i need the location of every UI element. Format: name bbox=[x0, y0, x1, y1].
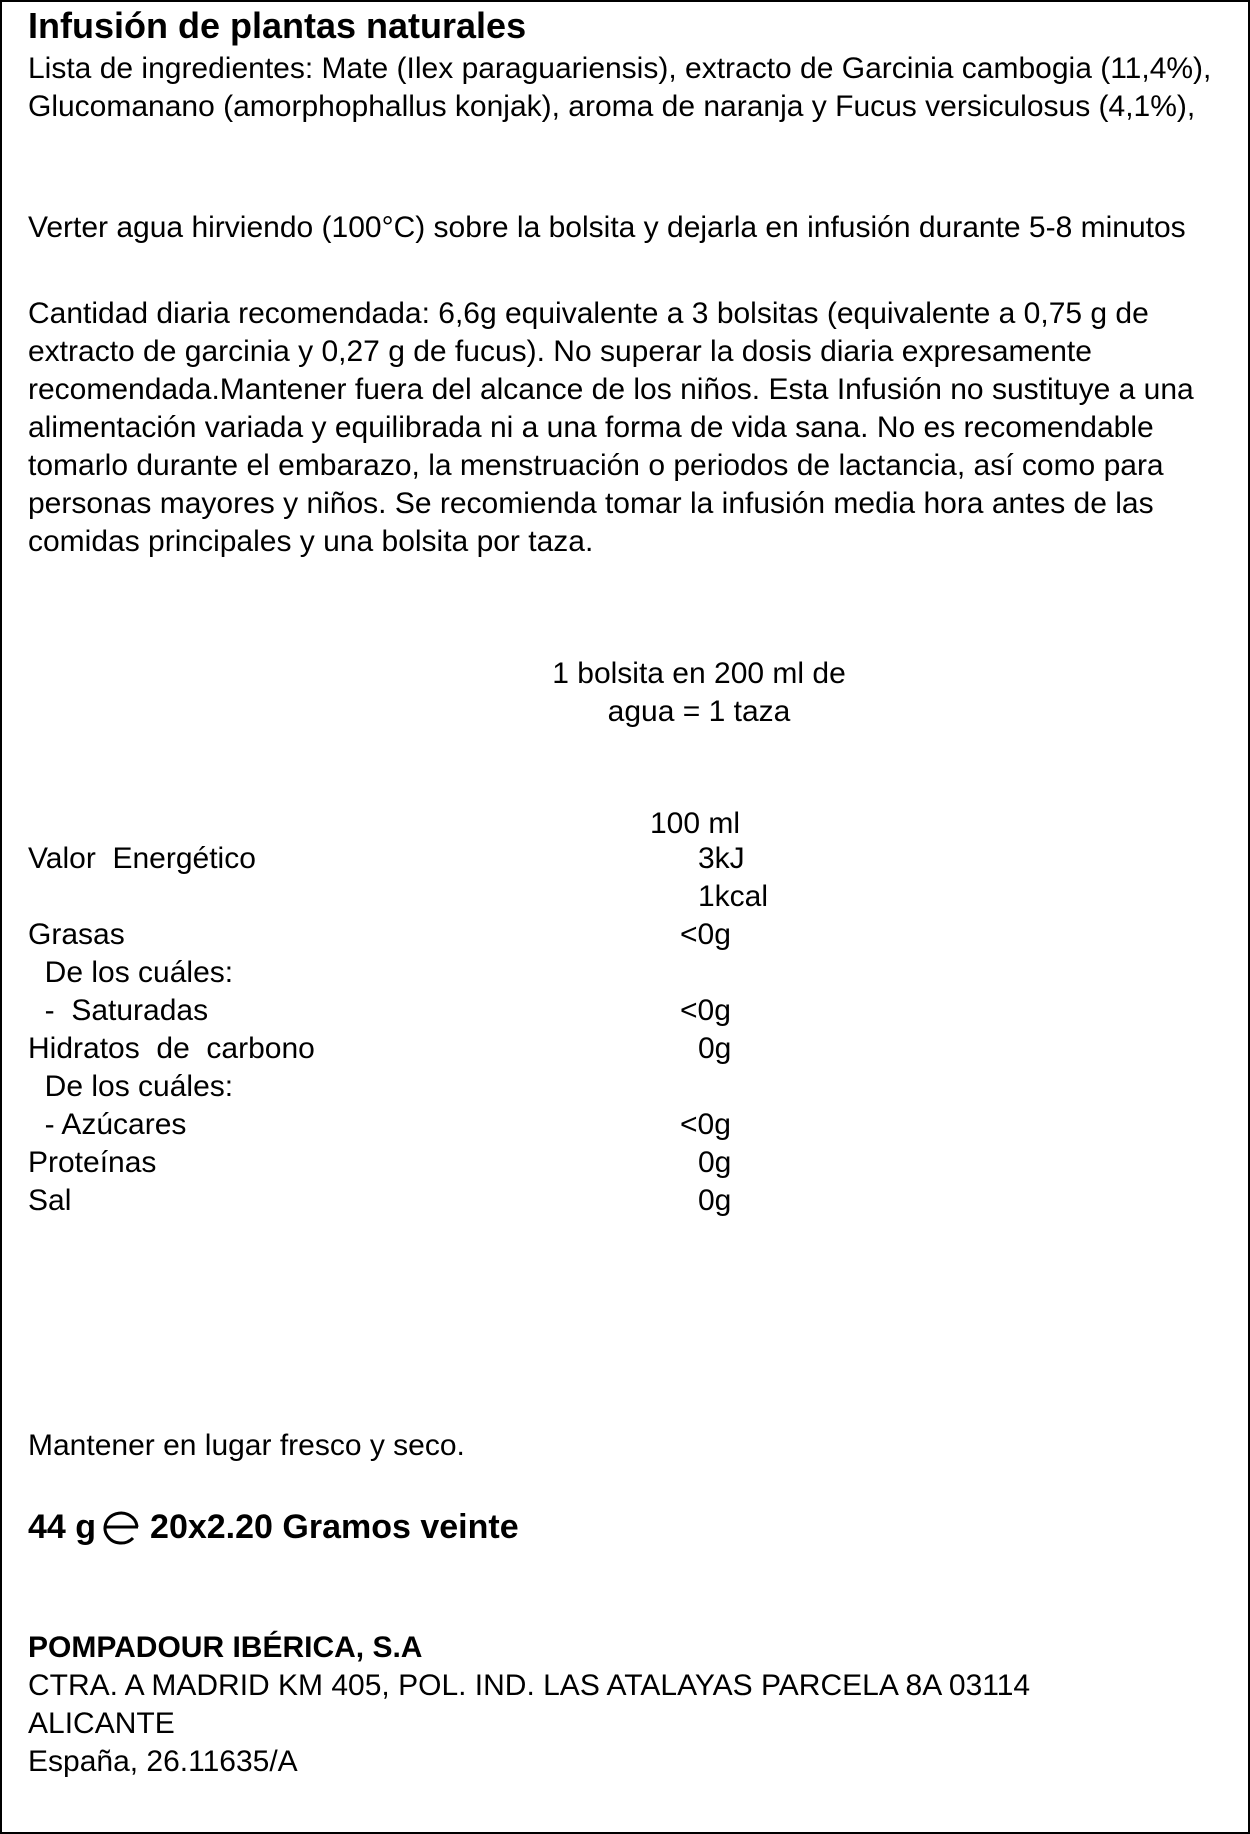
net-weight bbox=[28, 1506, 519, 1548]
nutrition-row-name: - Saturadas bbox=[28, 994, 209, 1027]
estimated-sign-icon bbox=[102, 1509, 142, 1545]
nutrition-row-protein bbox=[2, 1144, 1250, 1182]
nutrition-row-value: 3kJ bbox=[698, 842, 745, 875]
nutrition-row-name: Grasas bbox=[28, 918, 125, 951]
nutrition-row-value: 0g bbox=[698, 1032, 732, 1065]
serving-size-line1: 1 bolsita en 200 ml de bbox=[552, 657, 846, 690]
nutrition-row-name: Hidratos de carbono bbox=[28, 1032, 315, 1065]
company-address-line2: ALICANTE bbox=[28, 1707, 175, 1740]
nutrition-row-energy bbox=[2, 840, 1250, 878]
nutrition-row-value: <0g bbox=[680, 994, 731, 1027]
company-country-registration: España, 26.11635/A bbox=[28, 1745, 298, 1778]
nutrition-row-value: 0g bbox=[698, 1184, 732, 1217]
company-address-line1: CTRA. A MADRID KM 405, POL. IND. LAS ATALAYAS PARCELA 8A 03114 bbox=[28, 1669, 1031, 1702]
nutrition-row-subheading bbox=[2, 1068, 1250, 1106]
nutrition-row-sugars bbox=[2, 1106, 1250, 1144]
dosage-text: Cantidad diaria recomendada: 6,6g equivalente a 3 bolsitas (equivalente a 0,75 g de extracto de garcinia y 0,27 g de fucus). No superar la dosis diaria expresamente recomendada.Mantener fuera del alcance de los niños. Esta Infusión no sustituye a una alimentación variada y equilibrada ni a una forma de vida sana. No es recomendable tomarlo durante el embarazo, la menstruación o periodos de lactancia, así como para personas mayores y niños. Se recomienda tomar la infusión media hora antes de las comidas principales y una bolsita por taza. bbox=[28, 297, 1194, 558]
nutrition-row-name: De los cuáles: bbox=[28, 956, 234, 989]
product-title: Infusión de plantas naturales bbox=[28, 5, 527, 46]
nutrition-row-name: Proteínas bbox=[28, 1146, 157, 1179]
nutrition-row-saturated bbox=[2, 992, 1250, 1030]
nutrition-row-name: Sal bbox=[28, 1184, 72, 1217]
nutrition-row-value: <0g bbox=[680, 1108, 731, 1141]
nutrition-row-fat bbox=[2, 916, 1250, 954]
nutrition-row-name: Valor Energético bbox=[28, 842, 256, 875]
net-weight-value: 44 g bbox=[28, 1508, 97, 1546]
nutrition-row-value: 0g bbox=[698, 1146, 732, 1179]
nutrition-row-value: <0g bbox=[680, 918, 731, 951]
nutrition-row-salt bbox=[2, 1182, 1250, 1220]
nutrition-row-name: De los cuáles: bbox=[28, 1070, 234, 1103]
ingredients-text: Lista de ingredientes: Mate (Ilex paraguariensis), extracto de Garcinia cambogia (11,4%), Glucomanano (amorphophallus konjak), aroma de naranja y Fucus versiculosus (4,1%), bbox=[28, 52, 1212, 123]
nutrition-column-header: 100 ml bbox=[650, 807, 741, 840]
storage-instructions: Mantener en lugar fresco y seco. bbox=[28, 1429, 465, 1462]
nutrition-row-value: 1kcal bbox=[698, 880, 769, 913]
nutrition-row-subheading bbox=[2, 954, 1250, 992]
nutrition-row-energy-kcal bbox=[2, 878, 1250, 916]
nutrition-row-carbohydrates bbox=[2, 1030, 1250, 1068]
preparation-text: Verter agua hirviendo (100°C) sobre la bolsita y dejarla en infusión durante 5-8 minutos bbox=[28, 211, 1186, 244]
nutrition-row-name: - Azúcares bbox=[28, 1108, 187, 1141]
company-name: POMPADOUR IBÉRICA, S.A bbox=[28, 1631, 423, 1664]
net-weight-detail: 20x2.20 Gramos veinte bbox=[150, 1508, 519, 1546]
serving-size-line2: agua = 1 taza bbox=[607, 695, 791, 728]
